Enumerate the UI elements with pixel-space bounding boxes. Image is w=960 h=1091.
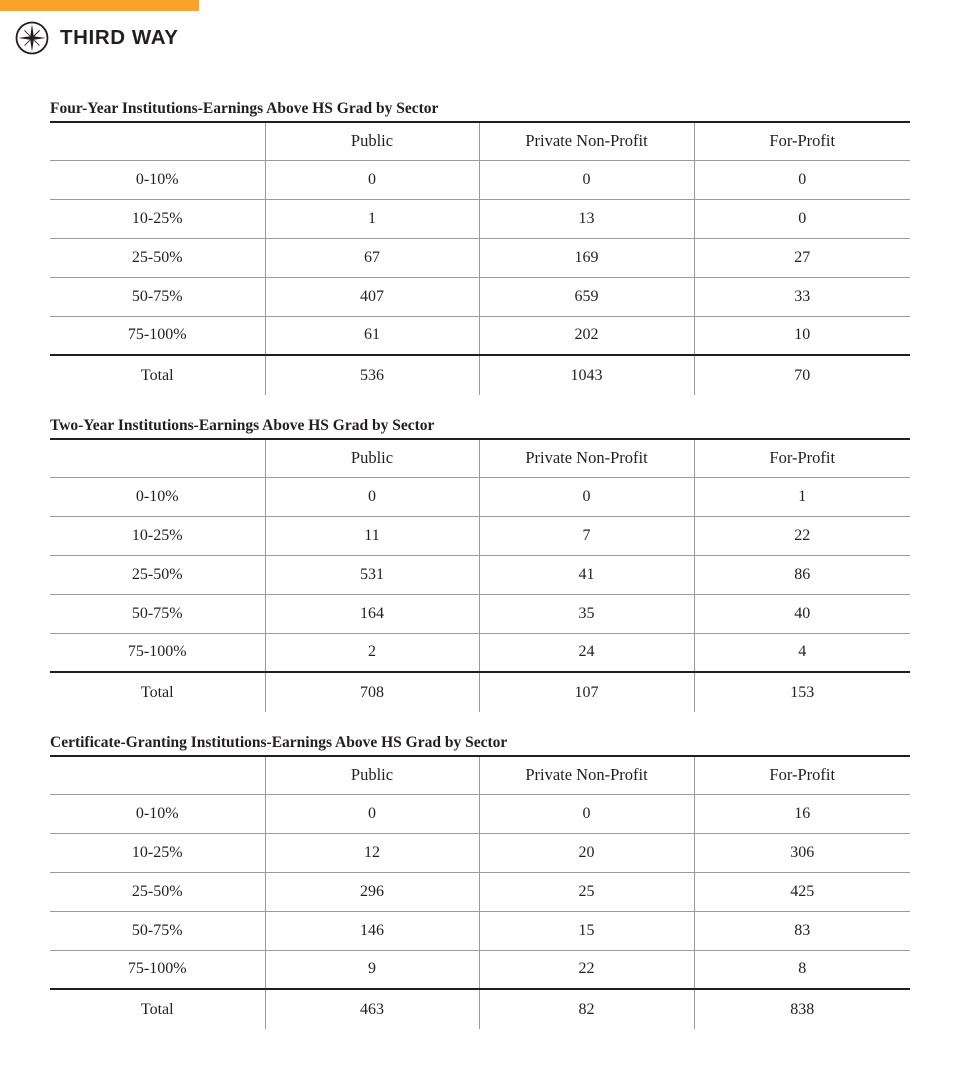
cell-public: 1 bbox=[265, 199, 479, 238]
cell-public: 11 bbox=[265, 516, 479, 555]
column-header-private-non-profit: Private Non-Profit bbox=[479, 756, 694, 794]
cell-public: 12 bbox=[265, 833, 479, 872]
cell-private-non-profit: 25 bbox=[479, 872, 694, 911]
table-row bbox=[50, 950, 910, 989]
cell-for-profit: 83 bbox=[694, 911, 910, 950]
table-total-row bbox=[50, 989, 910, 1029]
cell-private-non-profit: 7 bbox=[479, 516, 694, 555]
total-for-profit: 70 bbox=[694, 355, 910, 395]
cell-private-non-profit: 0 bbox=[479, 477, 694, 516]
cell-private-non-profit: 15 bbox=[479, 911, 694, 950]
row-label: 0-10% bbox=[50, 160, 265, 199]
table-block-four-year bbox=[50, 100, 910, 395]
row-label: 75-100% bbox=[50, 316, 265, 355]
cell-for-profit: 306 bbox=[694, 833, 910, 872]
cell-for-profit: 4 bbox=[694, 633, 910, 672]
tables-container bbox=[50, 100, 910, 1029]
table-row bbox=[50, 872, 910, 911]
table-row bbox=[50, 238, 910, 277]
table-row bbox=[50, 516, 910, 555]
table-total-row bbox=[50, 355, 910, 395]
table-title: Four-Year Institutions-Earnings Above HS Grad by Sector bbox=[50, 100, 439, 117]
row-label: 50-75% bbox=[50, 911, 265, 950]
table-row bbox=[50, 277, 910, 316]
cell-private-non-profit: 24 bbox=[479, 633, 694, 672]
row-label: 25-50% bbox=[50, 238, 265, 277]
total-for-profit: 153 bbox=[694, 672, 910, 712]
column-header-for-profit: For-Profit bbox=[694, 439, 910, 477]
cell-private-non-profit: 13 bbox=[479, 199, 694, 238]
cell-for-profit: 27 bbox=[694, 238, 910, 277]
table-row bbox=[50, 316, 910, 355]
cell-public: 0 bbox=[265, 477, 479, 516]
table-row bbox=[50, 833, 910, 872]
table-row bbox=[50, 794, 910, 833]
cell-public: 407 bbox=[265, 277, 479, 316]
row-label: 10-25% bbox=[50, 516, 265, 555]
table-header-row bbox=[50, 122, 910, 160]
cell-public: 296 bbox=[265, 872, 479, 911]
brand-lockup bbox=[14, 20, 179, 56]
total-label: Total bbox=[50, 989, 265, 1029]
row-label: 0-10% bbox=[50, 794, 265, 833]
row-label: 25-50% bbox=[50, 555, 265, 594]
column-header-for-profit: For-Profit bbox=[694, 122, 910, 160]
cell-private-non-profit: 22 bbox=[479, 950, 694, 989]
data-table bbox=[50, 121, 910, 395]
table-row bbox=[50, 555, 910, 594]
column-header-for-profit: For-Profit bbox=[694, 756, 910, 794]
cell-for-profit: 33 bbox=[694, 277, 910, 316]
data-table bbox=[50, 755, 910, 1029]
table-block-two-year bbox=[50, 417, 910, 712]
row-label: 75-100% bbox=[50, 633, 265, 672]
cell-public: 164 bbox=[265, 594, 479, 633]
cell-for-profit: 0 bbox=[694, 199, 910, 238]
cell-for-profit: 1 bbox=[694, 477, 910, 516]
cell-public: 531 bbox=[265, 555, 479, 594]
table-header-row bbox=[50, 439, 910, 477]
column-header-blank bbox=[50, 756, 265, 794]
cell-for-profit: 8 bbox=[694, 950, 910, 989]
column-header-private-non-profit: Private Non-Profit bbox=[479, 439, 694, 477]
cell-private-non-profit: 41 bbox=[479, 555, 694, 594]
cell-for-profit: 86 bbox=[694, 555, 910, 594]
table-row bbox=[50, 594, 910, 633]
cell-for-profit: 425 bbox=[694, 872, 910, 911]
column-header-public: Public bbox=[265, 756, 479, 794]
cell-for-profit: 16 bbox=[694, 794, 910, 833]
table-row bbox=[50, 160, 910, 199]
total-public: 536 bbox=[265, 355, 479, 395]
total-private-non-profit: 107 bbox=[479, 672, 694, 712]
cell-for-profit: 22 bbox=[694, 516, 910, 555]
compass-star-icon bbox=[14, 20, 50, 56]
column-header-public: Public bbox=[265, 439, 479, 477]
brand-name: THIRD WAY bbox=[60, 25, 179, 49]
total-public: 708 bbox=[265, 672, 479, 712]
table-header-row bbox=[50, 756, 910, 794]
row-label: 75-100% bbox=[50, 950, 265, 989]
total-label: Total bbox=[50, 672, 265, 712]
cell-for-profit: 40 bbox=[694, 594, 910, 633]
cell-private-non-profit: 0 bbox=[479, 794, 694, 833]
column-header-blank bbox=[50, 439, 265, 477]
column-header-blank bbox=[50, 122, 265, 160]
cell-public: 9 bbox=[265, 950, 479, 989]
total-public: 463 bbox=[265, 989, 479, 1029]
table-row bbox=[50, 199, 910, 238]
cell-public: 61 bbox=[265, 316, 479, 355]
column-header-private-non-profit: Private Non-Profit bbox=[479, 122, 694, 160]
row-label: 50-75% bbox=[50, 277, 265, 316]
cell-private-non-profit: 35 bbox=[479, 594, 694, 633]
total-for-profit: 838 bbox=[694, 989, 910, 1029]
row-label: 25-50% bbox=[50, 872, 265, 911]
row-label: 50-75% bbox=[50, 594, 265, 633]
total-private-non-profit: 1043 bbox=[479, 355, 694, 395]
cell-for-profit: 0 bbox=[694, 160, 910, 199]
cell-private-non-profit: 169 bbox=[479, 238, 694, 277]
table-title: Certificate-Granting Institutions-Earnings Above HS Grad by Sector bbox=[50, 734, 508, 752]
row-label: 10-25% bbox=[50, 199, 265, 238]
cell-private-non-profit: 659 bbox=[479, 277, 694, 316]
row-label: 10-25% bbox=[50, 833, 265, 872]
cell-private-non-profit: 0 bbox=[479, 160, 694, 199]
cell-private-non-profit: 20 bbox=[479, 833, 694, 872]
total-label: Total bbox=[50, 355, 265, 395]
table-row bbox=[50, 911, 910, 950]
data-table bbox=[50, 438, 910, 712]
table-block-certificate-granting bbox=[50, 734, 910, 1029]
cell-public: 0 bbox=[265, 160, 479, 199]
row-label: 0-10% bbox=[50, 477, 265, 516]
cell-public: 2 bbox=[265, 633, 479, 672]
column-header-public: Public bbox=[265, 122, 479, 160]
cell-public: 146 bbox=[265, 911, 479, 950]
cell-public: 67 bbox=[265, 238, 479, 277]
cell-public: 0 bbox=[265, 794, 479, 833]
table-row bbox=[50, 633, 910, 672]
table-title: Two-Year Institutions-Earnings Above HS Grad by Sector bbox=[50, 417, 435, 435]
accent-bar bbox=[0, 0, 199, 11]
table-row bbox=[50, 477, 910, 516]
total-private-non-profit: 82 bbox=[479, 989, 694, 1029]
table-total-row bbox=[50, 672, 910, 712]
cell-private-non-profit: 202 bbox=[479, 316, 694, 355]
cell-for-profit: 10 bbox=[694, 316, 910, 355]
